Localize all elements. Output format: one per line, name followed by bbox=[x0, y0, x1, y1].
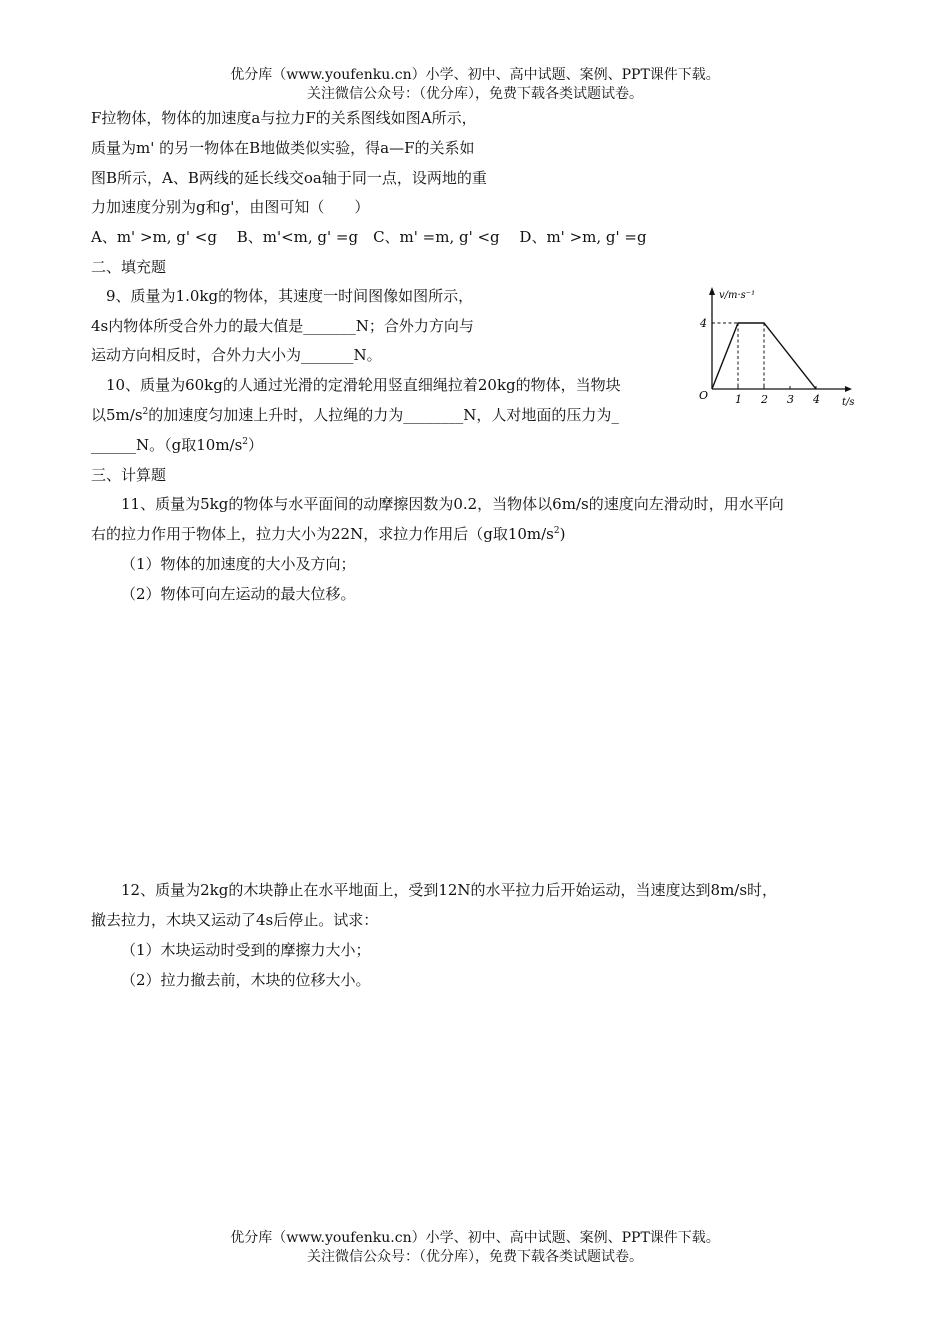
q8-options: A、m' >m, g' <g B、m'<m, g' =g C、m' =m, g' <g D、m' >m, g' =g bbox=[91, 228, 647, 246]
x-tick-label-1: 1 bbox=[735, 393, 742, 406]
q12-sub-1: （1）木块运动时受到的摩擦力大小； bbox=[121, 941, 371, 959]
section-3-title: 三、计算题 bbox=[91, 466, 167, 484]
q10-line-3-sup: 2 bbox=[242, 437, 249, 447]
y-axis-arrow bbox=[709, 287, 715, 295]
q8-line-3: 图B所示，A、B两线的延长线交oa轴于同一点，设两地的重 bbox=[91, 169, 487, 187]
q12-line-1: 12、质量为2kg的木块静止在水平地面上，受到12N的水平拉力后开始运动，当速度达到8m/s时， bbox=[121, 881, 778, 899]
q10-line-3-before: ______N。（g取10m/s bbox=[91, 436, 243, 454]
q11-line-2 bbox=[91, 524, 565, 544]
q11-sub-1: （1）物体的加速度的大小及方向； bbox=[121, 555, 356, 573]
x-axis-label: t/s bbox=[842, 397, 855, 408]
footer-line-2: 关注微信公众号：（优分库），免费下载各类试题试卷。 bbox=[307, 1249, 643, 1265]
q10-line-3-after: ） bbox=[248, 436, 264, 454]
header-line-1: 优分库（www.youfenku.cn）小学、初中、高中试题、案例、PPT课件下载。 bbox=[230, 67, 720, 83]
q9-line-3: 运动方向相反时，合外力大小为_______N。 bbox=[91, 346, 382, 364]
q11-line-2-before: 右的拉力作用于物体上，拉力大小为22N，求拉力作用后（g取10m/s bbox=[91, 525, 554, 543]
velocity-time-graph bbox=[695, 283, 860, 413]
q9-line-2: 4s内物体所受合外力的最大值是_______N；合外力方向与 bbox=[91, 317, 474, 335]
x-tick-label-3: 3 bbox=[787, 393, 794, 406]
q11-line-2-sup: 2 bbox=[553, 526, 560, 536]
q12-sub-2: （2）拉力撤去前，木块的位移大小。 bbox=[121, 971, 371, 989]
q10-line-1: 10、质量为60kg的人通过光滑的定滑轮用竖直细绳拉着20kg的物体，当物块 bbox=[106, 376, 621, 394]
y-tick-label-4: 4 bbox=[700, 317, 707, 330]
x-axis-arrow bbox=[845, 386, 852, 392]
header-line-2: 关注微信公众号：（优分库），免费下载各类试题试卷。 bbox=[307, 86, 643, 102]
q11-line-2-after: ) bbox=[559, 525, 566, 543]
footer-line-1: 优分库（www.youfenku.cn）小学、初中、高中试题、案例、PPT课件下载。 bbox=[230, 1230, 720, 1246]
q10-line-2-sup: 2 bbox=[142, 407, 149, 417]
q12-line-2: 撤去拉力，木块又运动了4s后停止。试求： bbox=[91, 911, 379, 929]
q8-line-2: 质量为m' 的另一物体在B地做类似实验，得a—F的关系如 bbox=[91, 139, 475, 157]
section-2-title: 二、填充题 bbox=[91, 258, 167, 276]
q9-line-1: 9、质量为1.0kg的物体，其速度一时间图像如图所示， bbox=[106, 287, 474, 305]
x-tick-label-2: 2 bbox=[761, 393, 768, 406]
q10-line-2-before: 以5m/s bbox=[91, 406, 143, 424]
x-tick-label-4: 4 bbox=[813, 393, 820, 406]
y-axis-label: v/m·s⁻¹ bbox=[719, 290, 756, 301]
q10-line-2-after: 的加速度匀加速上升时，人拉绳的力为________N，人对地面的压力为_ bbox=[148, 406, 619, 424]
q11-line-1: 11、质量为5kg的物体与水平面间的动摩擦因数为0.2，当物体以6m/s的速度向左滑动时，用水平向 bbox=[121, 495, 784, 513]
q11-sub-2: （2）物体可向左运动的最大位移。 bbox=[121, 585, 356, 603]
q10-line-3 bbox=[91, 435, 263, 455]
guide-lines bbox=[712, 323, 764, 389]
origin-label: O bbox=[699, 389, 709, 402]
q8-line-4: 力加速度分别为g和g'，由图可知（ ） bbox=[91, 198, 370, 216]
q10-line-2 bbox=[91, 405, 619, 425]
tick-labels bbox=[699, 317, 820, 406]
q8-line-1: F拉物体，物体的加速度a与拉力F的关系图线如图A所示， bbox=[91, 109, 477, 127]
